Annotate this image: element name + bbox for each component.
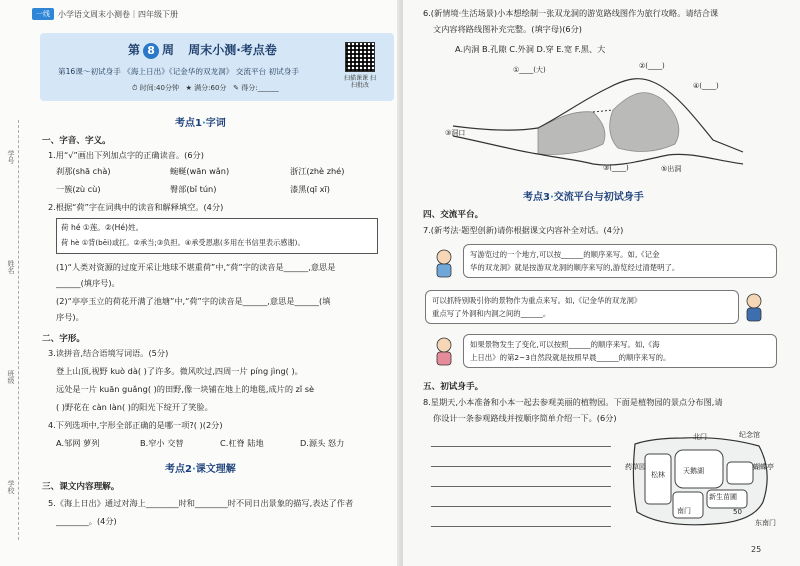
map-label-3[interactable]: ③(____)	[603, 164, 629, 172]
side-label-school: 学校	[7, 480, 15, 494]
score-icon: ★	[185, 84, 192, 92]
week-prefix: 第	[128, 43, 141, 57]
time-limit: 时间:40分钟	[139, 84, 179, 92]
dialog-bubble-3[interactable]	[463, 334, 777, 368]
section-kaodian-1: 考点1·字词	[175, 118, 226, 129]
section-3-heading: 三、课文内容理解。	[42, 482, 120, 492]
q4-option-b[interactable]: B.窄小 交替	[140, 438, 184, 448]
garden-nursery: 新生苗圃	[709, 493, 737, 501]
brand-badge: 一线	[32, 8, 54, 20]
garden-herb: 药草园	[625, 463, 646, 471]
test-title: 周末小测·考点卷	[188, 43, 277, 57]
section-kaodian-2: 考点2·课文理解	[165, 464, 236, 475]
section-2-heading: 二、字形。	[42, 334, 85, 344]
question-2: 2.根据“荷”字在词典中的读音和解释填空。(4分)	[48, 202, 224, 212]
test-banner	[40, 33, 394, 101]
garden-lake: 天鹅湖	[683, 467, 704, 475]
pen-icon: ✎	[233, 84, 239, 92]
q1-item-6[interactable]: 漆黑(qī xī)	[290, 184, 330, 194]
garden-north-gate: 北门	[693, 433, 707, 441]
cave-route-map	[443, 60, 763, 180]
section-5-heading: 五、初试身手。	[423, 382, 484, 392]
side-label-id: 学号	[7, 150, 15, 164]
bubble-2-line-1: 可以抓特别吸引你的景物作为重点来写。如,《记金华的双龙洞》	[432, 296, 642, 305]
dialog-bubble-2[interactable]	[425, 290, 739, 324]
clock-icon: ⏱	[132, 84, 138, 92]
bubble-1-line-2: 华的双龙洞》就是按游双龙洞的顺序来写的,游览经过清楚明了。	[470, 263, 680, 272]
question-4[interactable]: 4.下列选项中,字形全部正确的是哪一项?( )(2分)	[48, 420, 223, 430]
kaodian-2-label: 考点2	[165, 464, 192, 475]
q2-part1-line1[interactable]: (1)“人类对资源的过度开采让地球不堪重荷”中,“荷”字的读音是______,意思是	[56, 262, 336, 272]
dialog-bubble-1[interactable]	[463, 244, 777, 278]
q5-line-2[interactable]: ________。(4分)	[56, 516, 117, 526]
q1-item-1[interactable]: 刹那(shā chà)	[56, 166, 111, 176]
bubble-1-line-1: 写游览过的一个地方,可以按______的顺序来写。如,《记金	[470, 250, 660, 259]
section-4-heading: 四、交流平台。	[423, 210, 484, 220]
q4-option-d[interactable]: D.源头 怒力	[300, 438, 345, 448]
map-label-entrance: ③洞口	[445, 129, 466, 137]
q6-options: A.内洞 B.孔隙 C.外洞 D.穿 E.宽 F.黑、大	[455, 44, 606, 54]
q2-part2-line2[interactable]: 序号)。	[56, 312, 84, 322]
side-label-name: 姓名	[7, 260, 15, 274]
right-page	[403, 0, 800, 566]
q1-item-5[interactable]: 臀部(bǐ tún)	[170, 184, 217, 194]
answer-line-2[interactable]	[431, 466, 611, 467]
kaodian-3-title: 交流平台与初试身手	[553, 192, 644, 203]
answer-line-4[interactable]	[431, 506, 611, 507]
q3-line-1[interactable]: 登上山顶,视野 kuò dà( )了许多。微风吹过,四周一片 píng jìng( )。	[56, 366, 303, 376]
bubble-2-line-2: 重点写了外洞和内洞之间的______。	[432, 309, 551, 318]
bubble-3-line-2: 上日出》的第2~3自然段就是按照早晨______的顺序来写的。	[470, 353, 671, 362]
week-number: 8	[143, 43, 159, 59]
week-title	[128, 41, 277, 59]
full-score: 满分:60分	[194, 84, 227, 92]
q6-line-2: 文内容将路线图补充完整。(填字母)(6分)	[433, 24, 582, 34]
map-label-4[interactable]: ④(____)	[693, 82, 719, 90]
garden-south-gate: 南门	[677, 507, 691, 515]
page-number: 25	[751, 545, 762, 554]
q3-line-2[interactable]: 远处是一片 kuān guǎng( )的田野,像一块铺在地上的地毯,成片的 zǐ sè	[56, 384, 315, 394]
student-avatar-1	[433, 248, 455, 278]
side-label-class: 班级	[7, 370, 15, 384]
score-field[interactable]: 得分:______	[241, 84, 279, 92]
q1-item-4[interactable]: 一簇(zù cù)	[56, 184, 101, 194]
garden-map	[623, 432, 783, 532]
dict-entry-2: 荷 hè ①背(bēi)或扛。②承当;③负担。④承受恩惠(多用在书信里表示感谢)。	[61, 238, 305, 247]
question-1: 1.用“√”画出下列加点字的正确读音。(6分)	[48, 150, 204, 160]
section-kaodian-3: 考点3·交流平台与初试身手	[523, 192, 644, 203]
q2-part2-line1[interactable]: (2)“亭亭玉立的荷花开满了池塘”中,“荷”字的读音是______,意思是______(填	[56, 296, 331, 306]
q5-line-1[interactable]: 5.《海上日出》通过对海上________时和________时不同日出景象的描写,表达了作者	[48, 498, 354, 508]
question-3: 3.读拼音,结合语境写词语。(5分)	[48, 348, 169, 358]
kaodian-1-title: 字词	[205, 118, 226, 129]
map-label-exit: ⑤出洞	[661, 165, 682, 173]
question-7: 7.(新考法·题型创新)请你根据课文内容补全对话。(4分)	[423, 225, 624, 235]
q1-item-2[interactable]: 蜿蜒(wān wǎn)	[170, 166, 230, 176]
kaodian-2-title: 课文理解	[195, 464, 236, 475]
q3-line-3[interactable]: ( )野花在 càn làn( )的阳光下绽开了笑脸。	[56, 402, 213, 412]
header-bar	[32, 6, 178, 22]
answer-line-5[interactable]	[431, 526, 611, 527]
student-avatar-3	[433, 336, 455, 366]
q8-line-2: 你设计一条参观路线并按顺序简单介绍一下。(6分)	[433, 413, 617, 423]
kaodian-3-label: 考点3	[523, 192, 550, 203]
garden-gate-number: 50	[733, 508, 742, 516]
garden-southeast-gate: 东南门	[755, 519, 776, 527]
bubble-3-line-1: 如果景物发生了变化,可以按照______的顺序来写。如,《海	[470, 340, 660, 349]
dictionary-box	[56, 218, 378, 254]
week-suffix: 周	[162, 43, 175, 57]
kaodian-1-label: 考点1	[175, 118, 202, 129]
map-label-1[interactable]: ①____(大)	[513, 66, 546, 74]
q8-line-1: 8.星期天,小本准备和小本一起去参观美丽的植物园。下面是植物园的景点分布图,请	[423, 397, 723, 407]
header-title: 小学语文周末小测卷｜四年级下册	[58, 9, 178, 19]
section-1-heading: 一、字音、字义。	[42, 136, 111, 146]
qr-caption: 扫描课课 扫扫批改	[344, 75, 376, 89]
q2-part1-line2[interactable]: ______(填序号)。	[56, 278, 120, 288]
q1-item-3[interactable]: 浙江(zhè zhé)	[290, 166, 345, 176]
test-meta	[132, 83, 279, 93]
binding-line	[18, 120, 20, 540]
map-label-2[interactable]: ②(____)	[639, 62, 665, 70]
qr-code[interactable]	[345, 42, 375, 72]
q4-option-a[interactable]: A.邹网 萝列	[56, 438, 100, 448]
q6-line-1: 6.(新情境·生活场景)小本想绘制一张双龙洞的游览路线图作为旅行攻略。请结合课	[423, 8, 719, 18]
garden-memorial: 纪念馆	[739, 431, 760, 439]
answer-line-3[interactable]	[431, 486, 611, 487]
dict-entry-1: 荷 hé ①莲。②(Hé)姓。	[61, 223, 144, 232]
lesson-range: 第16课～初试身手 《海上日出》《记金华的双龙洞》 交流平台 初试身手	[58, 67, 299, 76]
answer-line-1[interactable]	[431, 446, 611, 447]
garden-pavilion: 蝴蝶亭	[753, 463, 774, 471]
garden-pine: 松林	[651, 471, 665, 479]
student-avatar-2	[743, 292, 765, 322]
q4-option-c[interactable]: C.杠脊 陆地	[220, 438, 264, 448]
